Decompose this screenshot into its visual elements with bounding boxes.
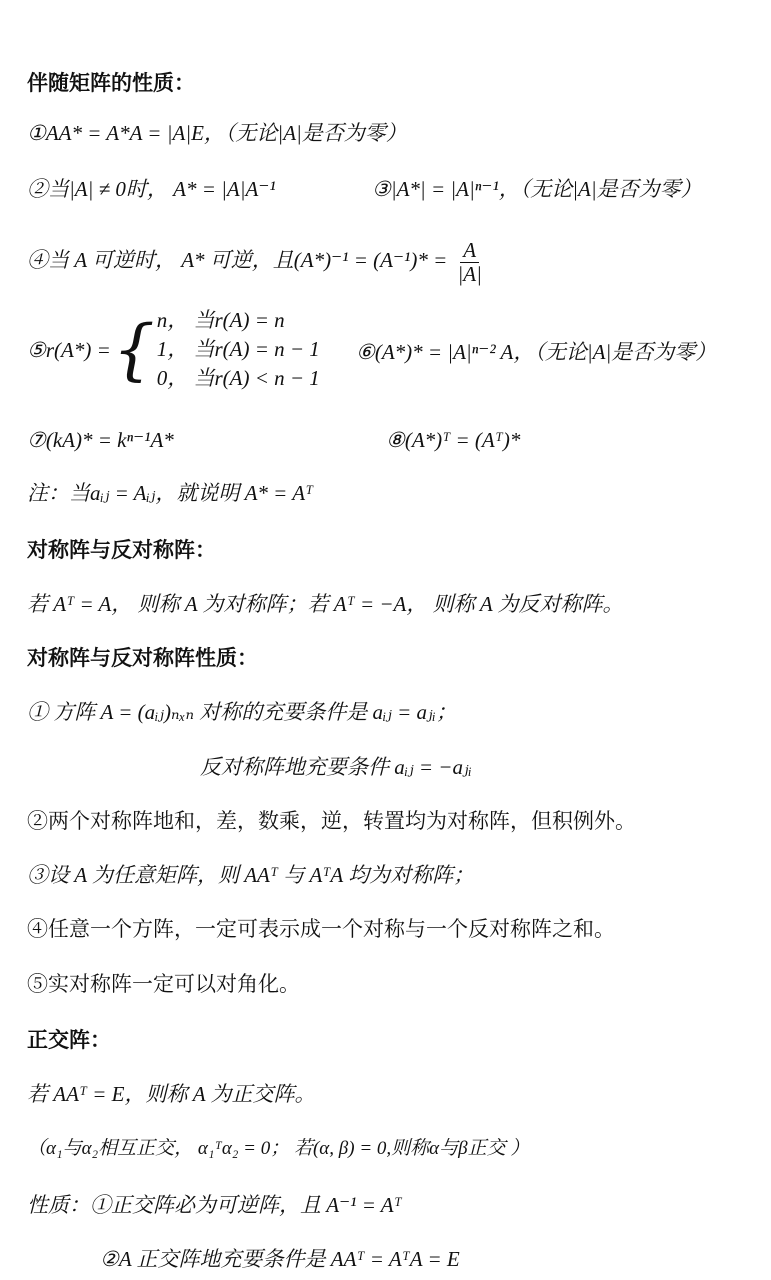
symmetric-property-1b: 反对称阵地充要条件 aᵢⱼ = −aⱼᵢ: [200, 755, 472, 779]
symmetric-title: 对称阵与反对称阵：: [27, 537, 216, 562]
symmetric-property-1: ① 方阵 A = (aᵢⱼ)ₙₓₙ 对称的充要条件是 aᵢⱼ = aⱼᵢ；: [27, 700, 457, 724]
symmetric-properties-title: 对称阵与反对称阵性质：: [27, 645, 258, 670]
case-2: 1， 当r(A) = n − 1: [156, 337, 320, 361]
adjugate-property-6: ⑥(A*)* = |A|ⁿ⁻² A，（无论|A|是否为零）: [356, 340, 717, 364]
symmetric-definition: 若 Aᵀ = A， 则称 A 为对称阵；若 Aᵀ = −A， 则称 A 为反对称阵。: [27, 592, 624, 616]
case-list: [157, 306, 320, 393]
adjugate-property-4: [27, 232, 487, 288]
rank-cases: [27, 306, 320, 393]
orthogonal-definition: 若 AAᵀ = E，则称 A 为正交阵。: [27, 1082, 316, 1106]
property-4-text: ④当 A 可逆时， A* 可逆，且(A*)⁻¹ = (A⁻¹)* =: [27, 248, 448, 272]
adjugate-property-7: ⑦(kA)* = kⁿ⁻¹A*: [27, 428, 174, 452]
adjugate-property-2: ②当|A| ≠ 0时， A* = |A|A⁻¹: [27, 177, 276, 201]
adjugate-property-1: ①AA* = A*A = |A|E，（无论|A|是否为零）: [27, 121, 407, 145]
symmetric-property-2: ②两个对称阵地和，差，数乘，逆，转置均为对称阵，但积例外。: [27, 809, 636, 833]
fraction-denominator: |A|: [457, 261, 482, 286]
adjugate-property-3: ③|A*| = |A|ⁿ⁻¹，（无论|A|是否为零）: [372, 177, 702, 201]
case-1: n， 当r(A) = n: [156, 308, 285, 332]
symmetric-property-4: ④任意一个方阵，一定可表示成一个对称与一个反对称阵之和。: [27, 917, 615, 941]
orthogonal-property-2: ②A 正交阵地充要条件是 AAᵀ = AᵀA = E: [100, 1247, 460, 1271]
adjugate-title: 伴随矩阵的性质：: [27, 70, 195, 95]
case-3: 0， 当r(A) < n − 1: [156, 366, 320, 390]
orthogonal-note: （α₁与α₂相互正交， α₁ᵀα₂ = 0； 若(α, β) = 0,则称α与β正交 ）: [27, 1138, 530, 1159]
property-4-fraction: [455, 239, 485, 286]
symmetric-property-5: ⑤实对称阵一定可以对角化。: [27, 972, 300, 996]
adjugate-property-5: [27, 306, 320, 393]
orthogonal-title: 正交阵：: [27, 1027, 111, 1052]
adjugate-property-8: ⑧(A*)ᵀ = (Aᵀ)*: [386, 428, 521, 452]
symmetric-property-3: ③设 A 为任意矩阵，则 AAᵀ 与 AᵀA 均为对称阵；: [27, 863, 475, 887]
orthogonal-property-1: 性质：①正交阵必为可逆阵，且 A⁻¹ = Aᵀ: [27, 1193, 402, 1217]
rank-prefix: ⑤r(A*) =: [27, 337, 111, 362]
left-brace-icon: {: [112, 310, 155, 388]
adjugate-note: 注：当aᵢⱼ = Aᵢⱼ，就说明 A* = Aᵀ: [27, 481, 314, 505]
fraction-numerator: A: [460, 239, 479, 263]
